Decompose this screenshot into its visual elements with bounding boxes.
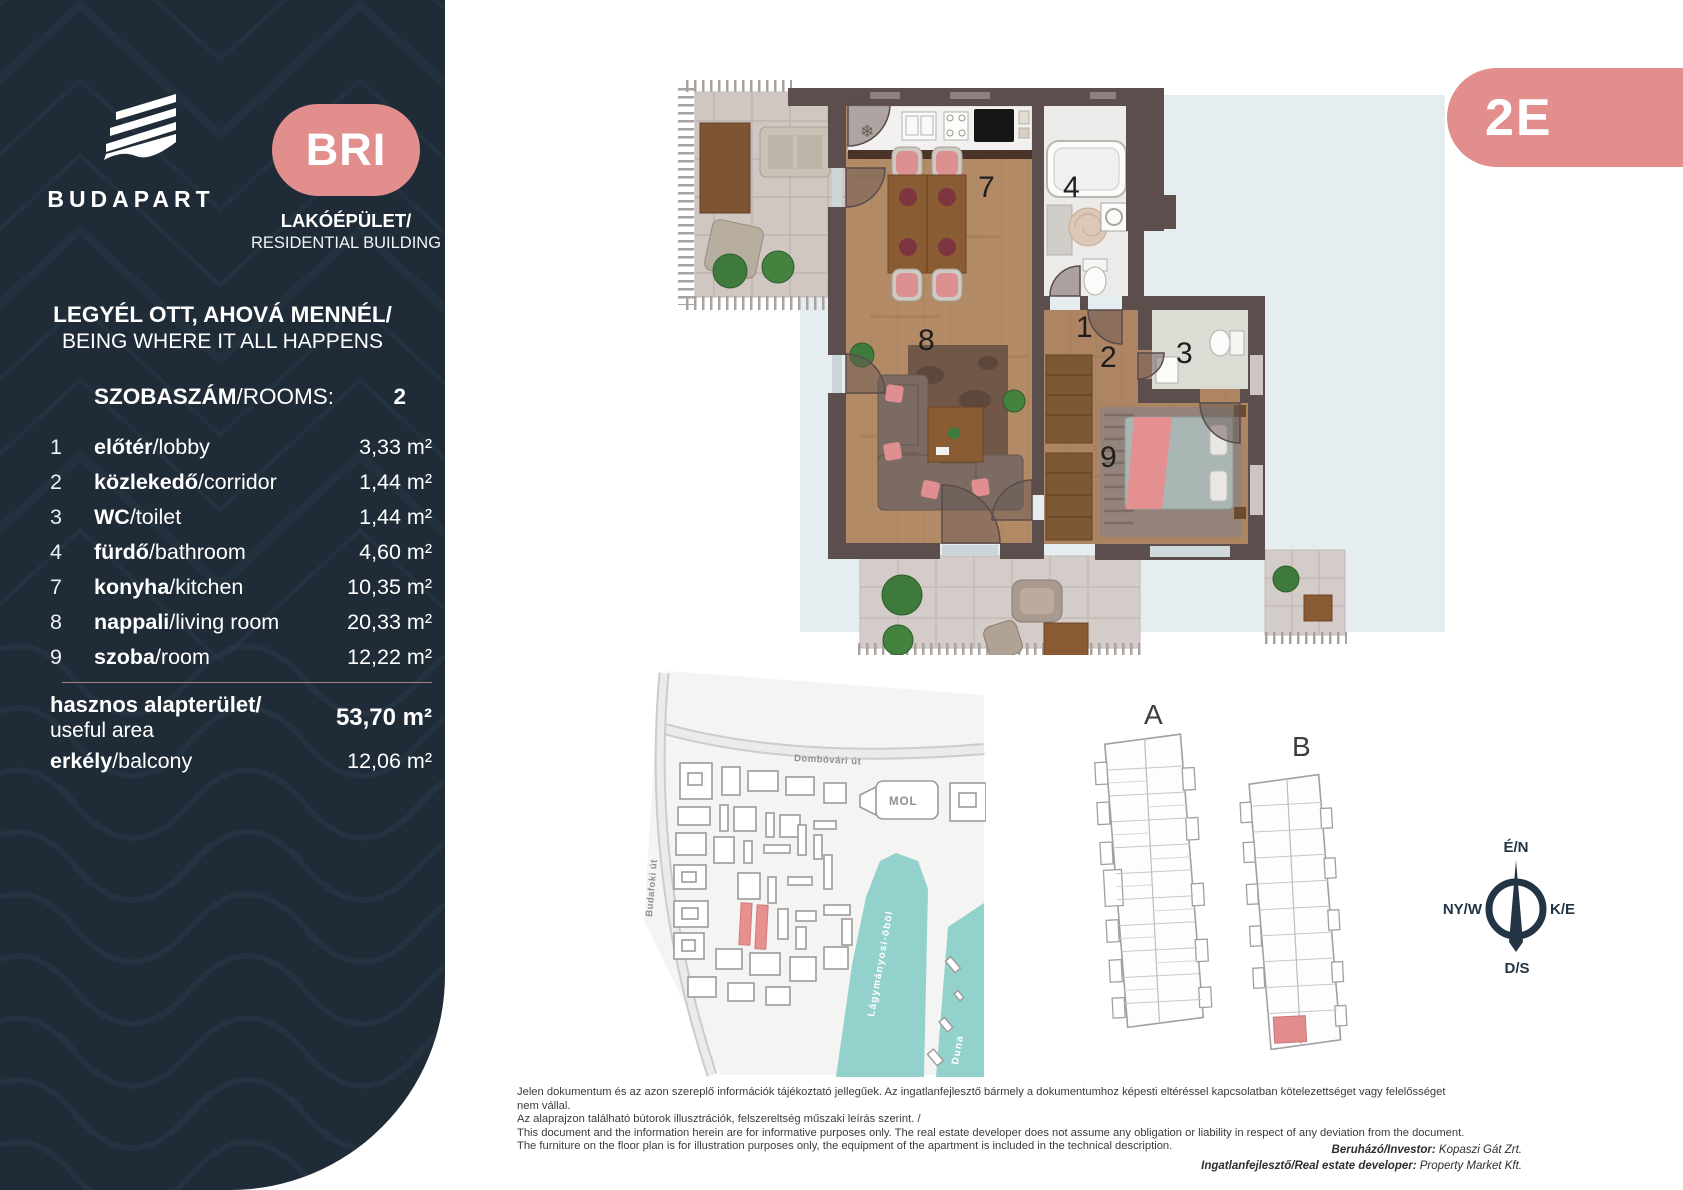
room-number: 3	[50, 505, 62, 529]
balcony-label-en: /balcony	[112, 749, 193, 773]
disclaimer-line: Az alaprajzon található bútorok illusztrációk, felszereltség műszaki leírás szerint. /	[517, 1113, 921, 1125]
building-sections	[1040, 690, 1360, 1050]
balcony-area-value: 12,06 m²	[347, 749, 432, 773]
rooms-header	[50, 384, 432, 410]
building-type-hu: LAKÓÉPÜLET/	[280, 210, 412, 231]
room-number-room: 9	[1100, 441, 1117, 474]
bay-label: Lágymányosi-öböl	[866, 909, 896, 1018]
compass-east-label: K/E	[1550, 901, 1576, 918]
disclaimer-line: Jelen dokumentum és az azon szereplő információk tájékoztató jellegűek. Az ingatlanfejlesztő bármely a dokumentumhoz képesti eltéréssel kapcsolatban kötelezettséget vagy felelősséget nem vállal.	[517, 1086, 1446, 1112]
tagline	[0, 301, 445, 355]
room-name-en: /toilet	[129, 505, 182, 529]
developer-value: Property Market Kft.	[1416, 1160, 1522, 1172]
compass-north-label: É/N	[1503, 839, 1529, 856]
terrace	[686, 86, 850, 305]
table-row	[50, 500, 432, 535]
totals-divider	[62, 682, 432, 683]
bathroom-sink	[1047, 205, 1072, 255]
sidebar	[0, 0, 445, 1190]
toilet	[1084, 267, 1106, 295]
room-area: 1,44 m²	[359, 470, 432, 494]
road-top-label: Dombóvári út	[793, 753, 862, 768]
plant-icon	[882, 575, 922, 615]
room-number-kitchen: 7	[978, 171, 995, 204]
table-row	[50, 570, 432, 605]
compass-south-label: D/S	[1504, 960, 1530, 977]
room-area: 20,33 m²	[347, 610, 432, 634]
investor-label: Beruházó/Investor:	[1331, 1144, 1436, 1156]
compass-rose	[1440, 830, 1610, 990]
rooms-label-en: /ROOMS:	[236, 384, 335, 409]
building-badge	[272, 104, 420, 196]
balcony-row	[50, 744, 432, 779]
room-name-hu: fürdő	[94, 540, 149, 564]
room-name-hu: szoba	[94, 645, 155, 669]
room-name-hu: nappali	[94, 610, 170, 634]
section-a-label: A	[1144, 699, 1163, 730]
balcony	[858, 556, 1142, 655]
section-b-highlighted-unit	[1273, 1016, 1306, 1044]
room-table	[50, 430, 432, 675]
site-map	[628, 665, 986, 1077]
room-area: 1,44 m²	[359, 505, 432, 529]
pillow	[1210, 471, 1227, 501]
building-type	[246, 210, 445, 254]
room-name-hu: előtér	[94, 435, 153, 459]
room-number-lobby: 1	[1076, 311, 1093, 344]
room-number-bathroom: 4	[1063, 171, 1080, 204]
room-number-living: 8	[918, 324, 935, 357]
useful-area-value: 53,70 m²	[335, 704, 432, 731]
balcony-table	[1044, 623, 1088, 655]
room-number: 9	[50, 645, 62, 669]
budapart-logo-icon	[76, 90, 182, 170]
brand-name: BUDAPART	[47, 186, 215, 212]
room-number: 7	[50, 575, 62, 599]
room-name-en: /living room	[169, 610, 280, 634]
river-label: Duna	[950, 1034, 967, 1066]
table-row	[50, 640, 432, 675]
room-name-hu: konyha	[94, 575, 170, 599]
unit-code-label: 2E	[1485, 88, 1553, 147]
compass-needle	[1509, 860, 1523, 952]
table-row	[50, 430, 432, 465]
room-number-corridor: 2	[1100, 341, 1117, 374]
bathroom	[1044, 104, 1128, 296]
unit-code-badge	[1447, 68, 1683, 167]
room-name-en: /room	[154, 645, 210, 669]
nightstand	[1234, 507, 1246, 519]
developer-label: Ingatlanfejlesztő/Real estate developer:	[1201, 1160, 1417, 1172]
disclaimer-line: This document and the information herein are for informative purposes only. The real estate developer does not assume any obligation or liability in respect of any deviation from the document.	[517, 1126, 1465, 1139]
building-badge-label: BRI	[305, 124, 387, 175]
plant-icon	[883, 625, 913, 655]
floor-plan	[620, 55, 1460, 655]
table-row	[50, 465, 432, 500]
table-row	[50, 605, 432, 640]
section-b-label: B	[1292, 731, 1311, 762]
wc-room	[1152, 310, 1248, 389]
section-a-plan	[1094, 733, 1213, 1028]
room-name-en: /corridor	[197, 470, 277, 494]
credits	[1201, 1142, 1522, 1174]
washing-machine	[1101, 203, 1127, 231]
room-number: 8	[50, 610, 62, 634]
plant-icon	[713, 254, 747, 288]
disclaimer-line: The furniture on the floor plan is for illustration purposes only, the equipment of the apartment is included in the technical description.	[517, 1140, 1173, 1152]
useful-area-label-en: useful area	[50, 719, 154, 742]
section-b-plan	[1239, 774, 1348, 1050]
investor-value: Kopaszi Gát Zrt.	[1435, 1144, 1522, 1156]
room-number: 1	[50, 435, 62, 459]
terrace-table	[700, 123, 750, 213]
building-type-en: RESIDENTIAL BUILDING	[250, 234, 442, 252]
tagline-hu: LEGYÉL OTT, AHOVÁ MENNÉL/	[53, 302, 392, 327]
pillow	[885, 384, 904, 403]
useful-area-row	[50, 692, 432, 744]
room-number: 4	[50, 540, 62, 564]
room-name-hu: közlekedő	[94, 470, 198, 494]
side-balcony	[1265, 550, 1347, 638]
room-name-en: /bathroom	[148, 540, 246, 564]
table-row	[50, 535, 432, 570]
room-area: 10,35 m²	[347, 575, 432, 599]
room-number: 2	[50, 470, 62, 494]
tagline-en: BEING WHERE IT ALL HAPPENS	[62, 330, 383, 353]
pillow	[883, 442, 903, 462]
cooktop	[974, 109, 1014, 142]
mol-label: MOL	[889, 796, 918, 808]
rooms-label-hu: SZOBASZÁM	[94, 384, 237, 409]
room-name-en: /kitchen	[169, 575, 244, 599]
rooms-count: 2	[393, 384, 406, 409]
toilet	[1210, 330, 1230, 356]
pillow	[920, 480, 940, 500]
plant-icon	[1273, 566, 1299, 592]
room-area: 12,22 m²	[347, 645, 432, 669]
useful-area-label-hu: hasznos alapterület/	[50, 692, 262, 717]
room-name-hu: WC	[94, 505, 130, 529]
plant-icon	[1003, 390, 1025, 412]
room-name-en: /lobby	[152, 435, 210, 459]
balcony-label-hu: erkély	[50, 749, 113, 773]
room-area: 3,33 m²	[359, 435, 432, 459]
plant-icon	[762, 251, 794, 283]
compass-west-label: NY/W	[1442, 901, 1482, 918]
road-left-label: Budafoki út	[644, 858, 661, 918]
room-number-wc: 3	[1176, 337, 1193, 370]
room-area: 4,60 m²	[359, 540, 432, 564]
